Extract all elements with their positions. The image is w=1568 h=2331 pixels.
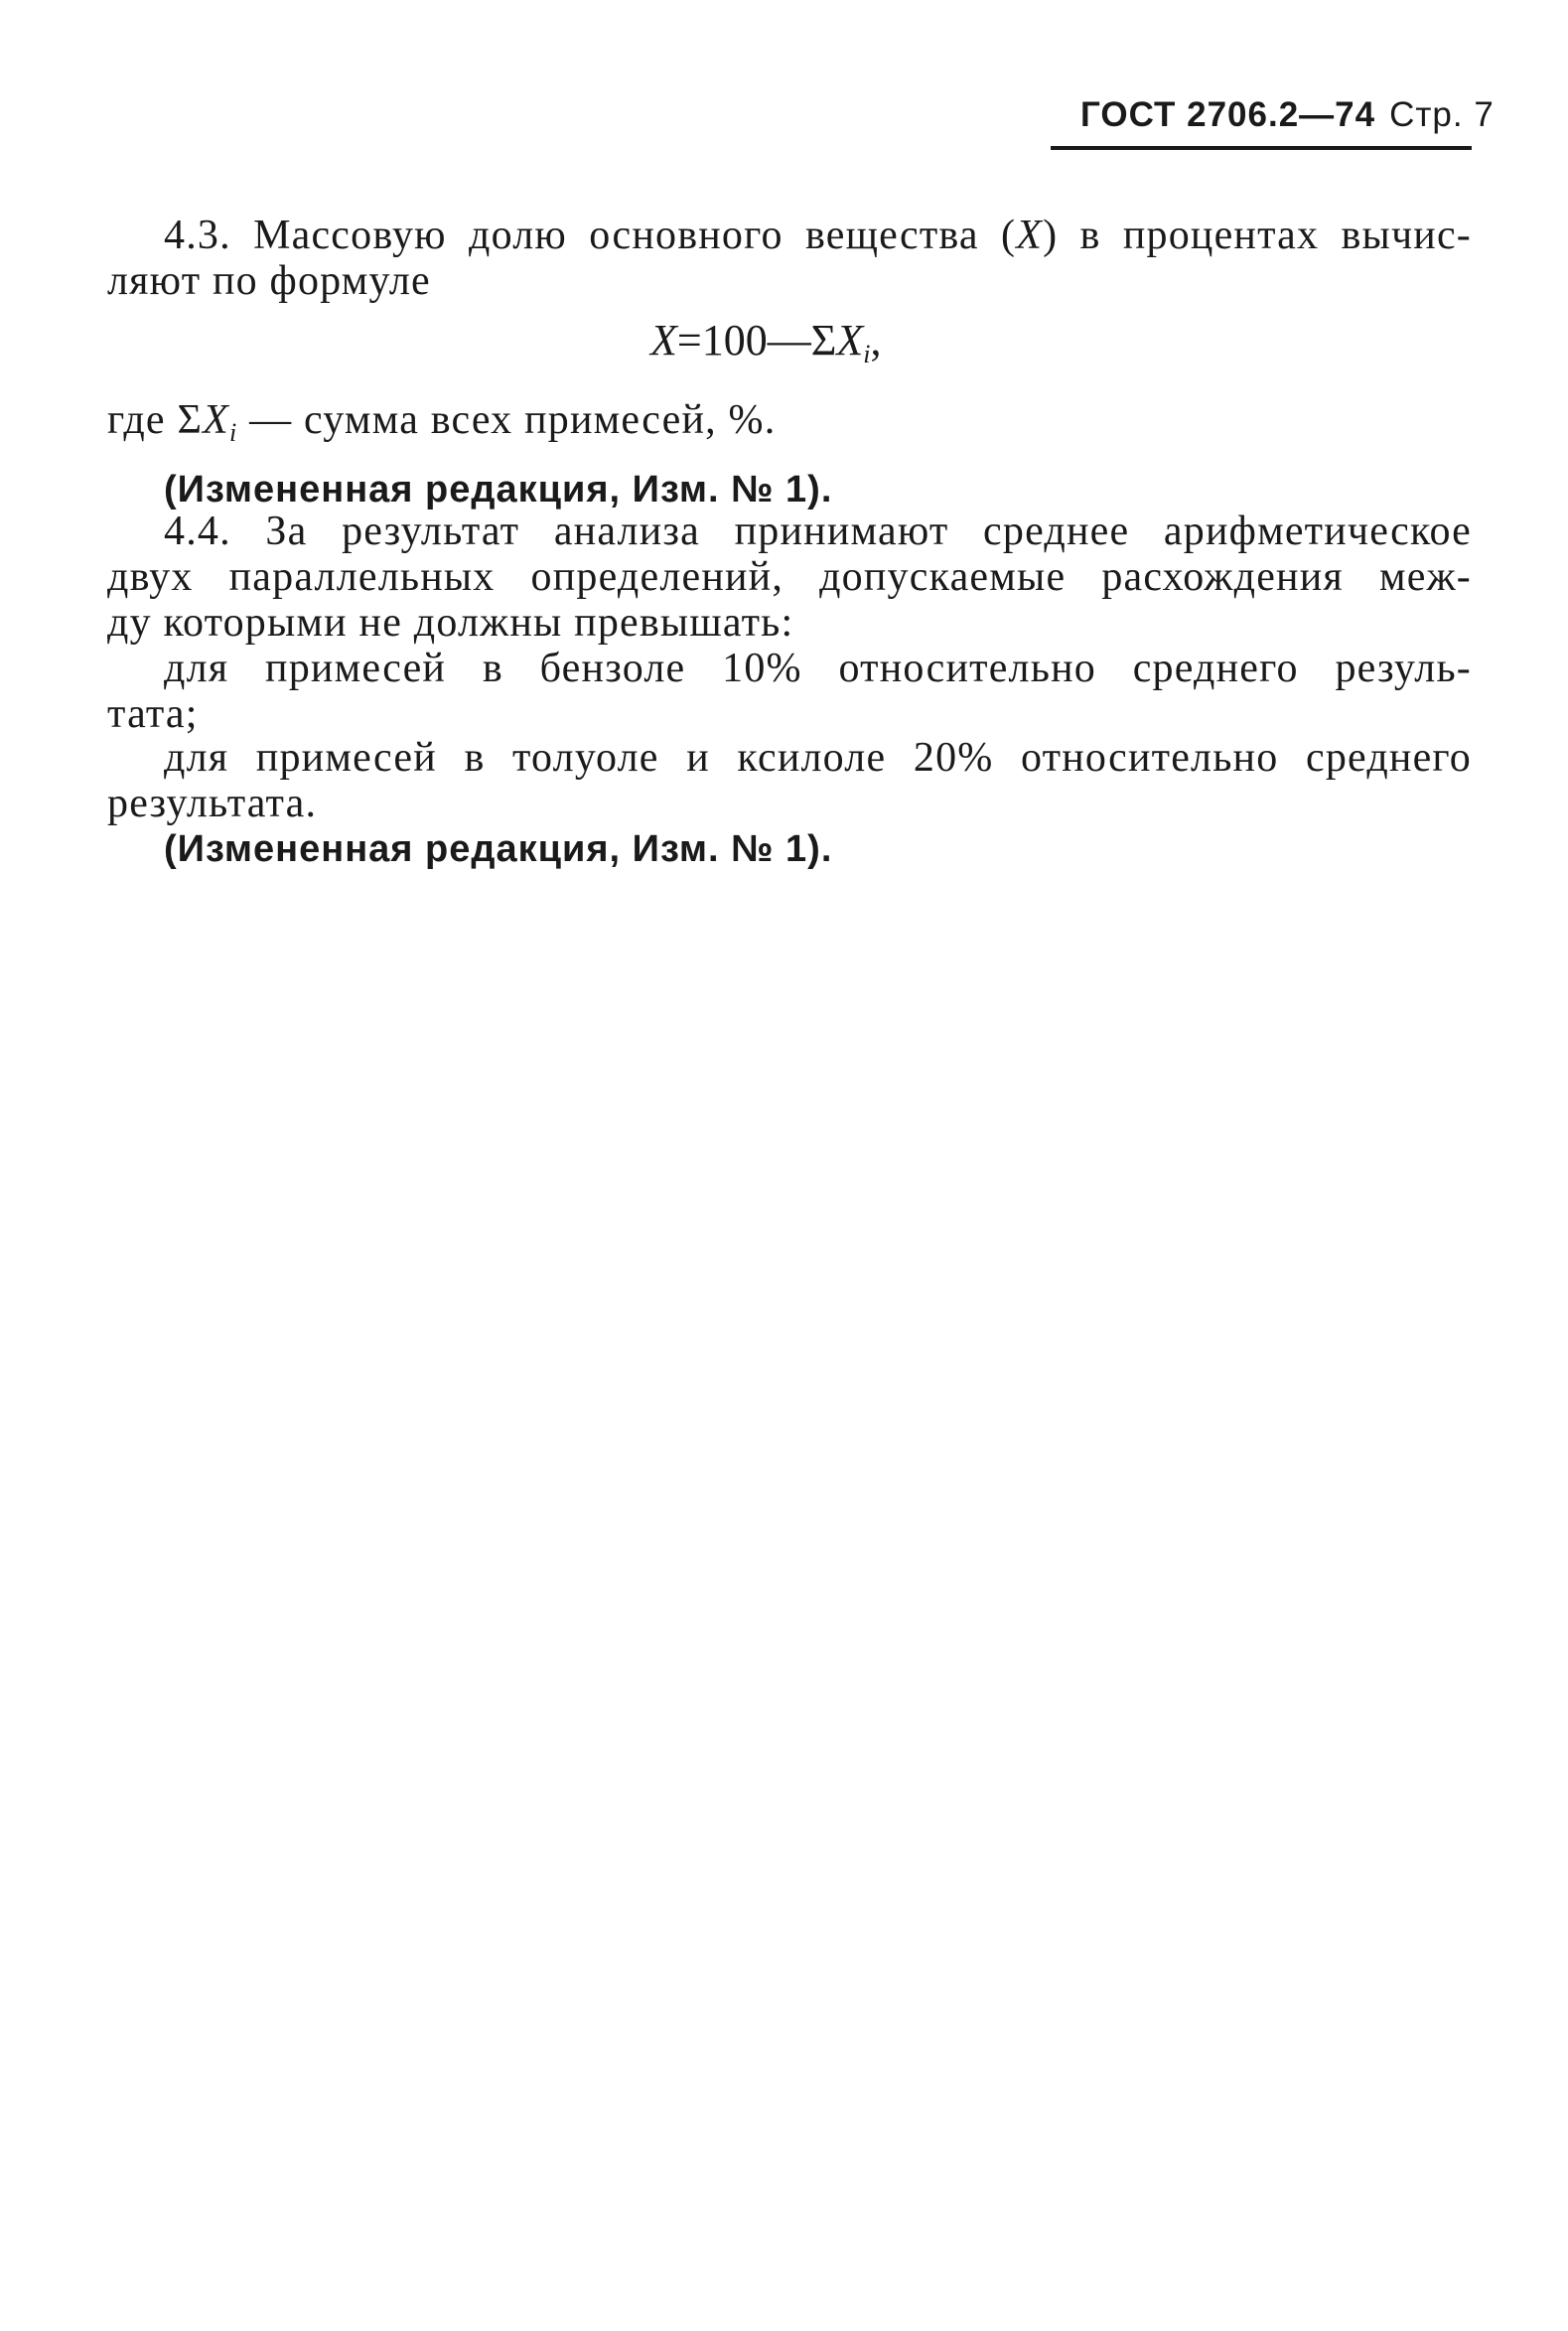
where-subscript: i — [228, 418, 238, 447]
formula-variable: X — [836, 316, 864, 364]
formula-lhs: X — [650, 316, 677, 364]
formula — [650, 316, 881, 379]
header-rule — [1051, 146, 1472, 150]
where-variable: X — [203, 397, 229, 443]
standard-number: ГОСТ 2706.2—74 — [1080, 95, 1376, 134]
formula-end: , — [870, 316, 882, 364]
section-4-3-text-end: ) в процентах вычис- — [1043, 213, 1472, 258]
variable-x: X — [1016, 213, 1044, 258]
section-4-3-text-start: 4.3. Массовую долю основного вещества ( — [164, 213, 1017, 258]
amendment-note-4-3: (Измененная редакция, Изм. № 1). — [164, 469, 833, 510]
formula-body: =100—Σ — [676, 316, 837, 364]
page-header — [1080, 95, 1495, 135]
section-4-4-line-6: для примесей в толуоле и ксилоле 20% относительно среднего — [164, 735, 1472, 781]
section-4-4-line-3: ду которыми не должны превышать: — [107, 600, 794, 646]
where-text-start: где Σ — [107, 397, 204, 443]
section-4-3-line-1 — [164, 211, 1472, 260]
section-4-4-line-2: двух параллельных определений, допускаемые расхождения меж- — [107, 554, 1472, 600]
section-4-3-line-2: ляют по формуле — [107, 258, 431, 304]
amendment-note-4-4: (Измененная редакция, Изм. № 1). — [164, 828, 833, 870]
formula-subscript: i — [863, 340, 871, 368]
section-4-4-line-4: для примесей в бензоле 10% относительно среднего резуль- — [164, 646, 1472, 691]
section-4-4-line-5: тата; — [107, 691, 199, 737]
formula-explanation — [107, 395, 776, 458]
where-text-end: — сумма всех примесей, %. — [237, 397, 777, 443]
section-4-4-line-1: 4.4. За результат анализа принимают среднее арифметическое — [164, 509, 1472, 554]
section-4-4-line-7: результата. — [107, 781, 318, 826]
page-number: Стр. 7 — [1389, 95, 1495, 134]
